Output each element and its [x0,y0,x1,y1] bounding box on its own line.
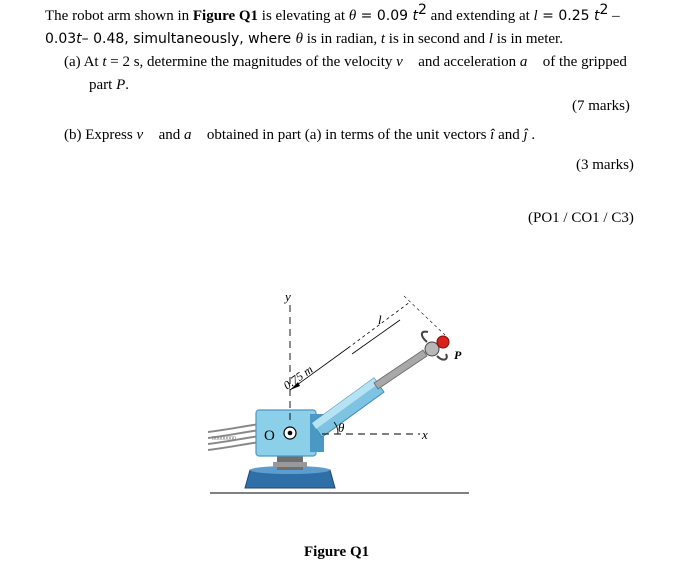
label-x: x [422,427,428,442]
label-dimension: 0.75 m [280,362,316,393]
label-y: y [285,289,291,304]
part-b-question: (b) Express v⃗ and a⃗ obtained in part (a) in terms of the unit vectors î and ĵ . [64,127,536,143]
dimension-line-l [352,320,400,354]
witness-line-end [404,296,445,335]
figure-caption: Figure Q1 [304,544,370,560]
label-theta: θ [338,420,345,435]
part-b-marks: (3 marks) [576,157,634,173]
part-a-marks: (7 marks) [572,98,630,114]
problem-line-2: 0.03t– 0.48, simultaneously, where θ is in radian, t is in second and l is in meter. [45,31,563,47]
figure-reference: Figure Q1 [192,8,259,24]
label-l: l [378,312,382,327]
problem-line-1: The robot arm shown in Figure Q1 is elevating at θ = 0.09 $t^2$ and extending at l = 0.25 $t^2$ – [45,2,620,24]
course-outcomes: (PO1 / CO1 / C3) [528,210,634,226]
part-a-question: (a) At t = 2 s, determine the magnitudes of the velocity v⃗ and acceleration a⃗ of the gripped [64,54,627,70]
part-a-question-line-2: part P. [89,77,129,93]
robot-arm [312,332,449,437]
robot-column-ring [273,462,307,467]
label-P: P [454,348,462,362]
hose-coil-label: 00000000 [212,436,236,442]
gripped-part-P [437,336,449,348]
label-origin: O [264,428,275,444]
